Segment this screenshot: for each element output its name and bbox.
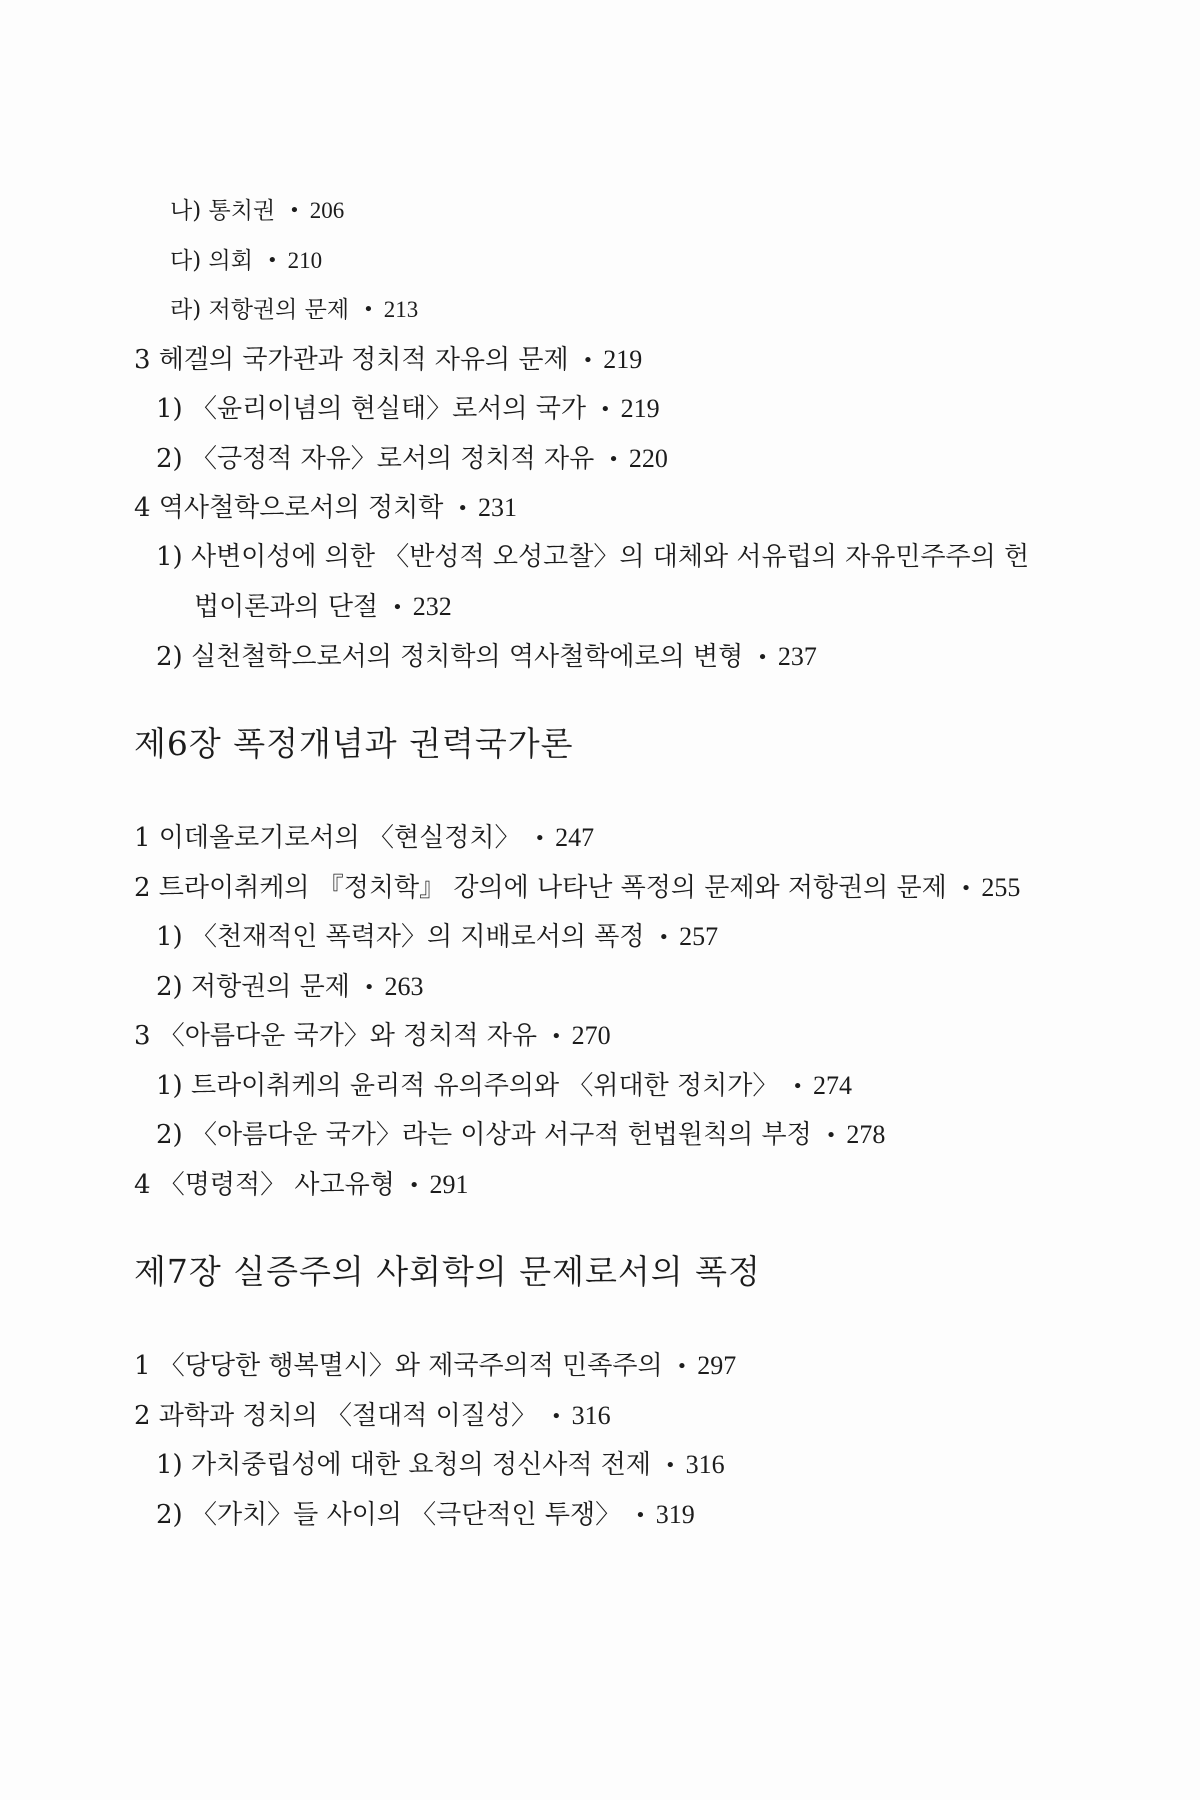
toc-entry-title: 2) 〈가치〉들 사이의 〈극단적인 투쟁〉 — [156, 1499, 622, 1530]
toc-entry — [134, 1391, 1084, 1441]
toc-entry-page-number: 219 — [603, 344, 643, 374]
toc-entry-page-number: 263 — [384, 971, 424, 1001]
bullet-separator-icon: • — [582, 349, 594, 371]
bullet-separator-icon: • — [457, 498, 468, 519]
toc-entry — [134, 384, 1084, 434]
bullet-separator-icon: • — [676, 1356, 688, 1377]
toc-entry — [134, 1160, 1084, 1210]
bullet-separator-icon: • — [534, 828, 546, 849]
toc-entry — [134, 632, 1084, 682]
toc-entry-page-number: 213 — [383, 297, 419, 322]
toc-entry-title: 1 〈당당한 행복멸시〉와 제국주의적 민족주의 — [134, 1351, 663, 1381]
toc-section-continued — [134, 186, 1084, 681]
toc-entry-page-number: 278 — [846, 1120, 886, 1149]
toc-entry-page-number: 219 — [620, 394, 660, 423]
bullet-separator-icon: • — [392, 597, 403, 618]
toc-entry — [134, 533, 1084, 583]
toc-entry-page-number: 319 — [655, 1499, 695, 1529]
bullet-separator-icon: • — [635, 1504, 646, 1526]
bullet-separator-icon: • — [658, 927, 670, 948]
toc-section-chapter-7 — [134, 1341, 1084, 1539]
bullet-separator-icon: • — [363, 976, 375, 998]
toc-entry-title: 1) 〈천재적인 폭력자〉의 지배로서의 폭정 — [156, 922, 645, 952]
bullet-separator-icon: • — [792, 1075, 803, 1097]
toc-entry — [134, 813, 1084, 863]
toc-entry-title: 법이론과의 단절 — [194, 592, 379, 622]
chapter-7-heading: 제7장 실증주의 사회학의 문제로서의 폭정 — [134, 1252, 761, 1291]
toc-entry-title: 3 〈아름다운 국가〉와 정치적 자유 — [134, 1021, 537, 1051]
toc-entry — [134, 335, 1084, 385]
toc-entry-title: 4 역사철학으로서의 정치학 — [134, 493, 444, 523]
toc-entry — [134, 1011, 1084, 1061]
toc-entry-title: 2 트라이취케의 『정치학』 강의에 나타난 폭정의 문제와 저항권의 문제 — [134, 872, 947, 903]
toc-entry — [134, 1110, 1084, 1160]
toc-entry-title: 나) 통치권 — [170, 198, 276, 224]
toc-section-chapter-6 — [134, 813, 1084, 1209]
toc-entry-page-number: 232 — [412, 592, 452, 621]
toc-entry-title: 1) 사변이성에 의한 〈반성적 오성고찰〉의 대체와 서유럽의 자유민주주의 헌 — [156, 541, 1030, 572]
toc-entry — [134, 582, 1084, 632]
toc-entry-page-number: 206 — [309, 198, 345, 223]
bullet-separator-icon: • — [960, 877, 972, 899]
toc-entry-title: 2) 실천철학으로서의 정치학의 역사철학에로의 변형 — [156, 641, 744, 672]
bullet-separator-icon: • — [600, 399, 611, 420]
toc-entry-page-number: 291 — [429, 1169, 469, 1199]
toc-entry — [134, 483, 1084, 533]
toc-entry-title: 2 과학과 정치의 〈절대적 이질성〉 — [134, 1400, 537, 1431]
toc-entry — [134, 434, 1084, 484]
table-of-contents — [134, 186, 1084, 1539]
toc-entry — [134, 962, 1084, 1012]
bullet-separator-icon: • — [551, 1026, 562, 1047]
toc-entry-title: 1) 트라이취케의 윤리적 유의주의와 〈위대한 정치가〉 — [156, 1070, 779, 1101]
toc-entry-page-number: 247 — [555, 823, 595, 852]
bullet-separator-icon: • — [289, 200, 300, 221]
toc-entry — [134, 236, 1084, 286]
toc-entry-page-number: 270 — [571, 1021, 611, 1050]
toc-entry-title: 라) 저항권의 문제 — [170, 297, 350, 323]
toc-entry-title: 1) 가치중립성에 대한 요청의 정신사적 전제 — [156, 1450, 651, 1480]
bullet-separator-icon: • — [266, 249, 278, 271]
toc-entry-page-number: 297 — [697, 1351, 737, 1380]
bullet-separator-icon: • — [608, 448, 619, 470]
bullet-separator-icon: • — [363, 299, 374, 320]
toc-entry — [134, 1490, 1084, 1540]
bullet-separator-icon: • — [825, 1125, 837, 1146]
toc-entry-title: 2) 저항권의 문제 — [156, 971, 350, 1002]
toc-entry-title: 2) 〈긍정적 자유〉로서의 정치적 자유 — [156, 443, 595, 474]
toc-entry-title: 다) 의회 — [170, 247, 253, 274]
toc-entry-page-number: 274 — [812, 1070, 852, 1100]
toc-entry-page-number: 255 — [981, 872, 1021, 902]
toc-entry-title: 1) 〈윤리이념의 현실태〉로서의 국가 — [156, 394, 586, 424]
toc-entry-page-number: 316 — [571, 1400, 611, 1430]
toc-entry-page-number: 231 — [477, 493, 517, 522]
bullet-separator-icon: • — [551, 1405, 562, 1427]
toc-entry-title: 3 헤겔의 국가관과 정치적 자유의 문제 — [134, 344, 569, 375]
toc-entry — [134, 1440, 1084, 1490]
toc-entry-title: 1 이데올로기로서의 〈현실정치〉 — [134, 823, 521, 853]
toc-entry-page-number: 210 — [287, 247, 323, 273]
toc-entry — [134, 285, 1084, 335]
toc-entry — [134, 1061, 1084, 1111]
bullet-separator-icon: • — [664, 1455, 676, 1476]
bullet-separator-icon: • — [757, 646, 768, 668]
chapter-6-heading: 제6장 폭정개념과 권력국가론 — [134, 724, 574, 763]
toc-entry-page-number: 220 — [628, 443, 668, 473]
toc-entry-title: 2) 〈아름다운 국가〉라는 이상과 서구적 헌법원칙의 부정 — [156, 1120, 812, 1150]
toc-entry — [134, 912, 1084, 962]
toc-entry — [134, 186, 1084, 236]
bullet-separator-icon: • — [408, 1174, 420, 1196]
toc-entry-page-number: 237 — [777, 641, 817, 671]
toc-entry-page-number: 257 — [679, 922, 719, 951]
toc-entry — [134, 1341, 1084, 1391]
toc-entry-page-number: 316 — [685, 1450, 725, 1479]
toc-entry — [134, 863, 1084, 913]
toc-entry-title: 4 〈명령적〉 사고유형 — [134, 1169, 395, 1200]
